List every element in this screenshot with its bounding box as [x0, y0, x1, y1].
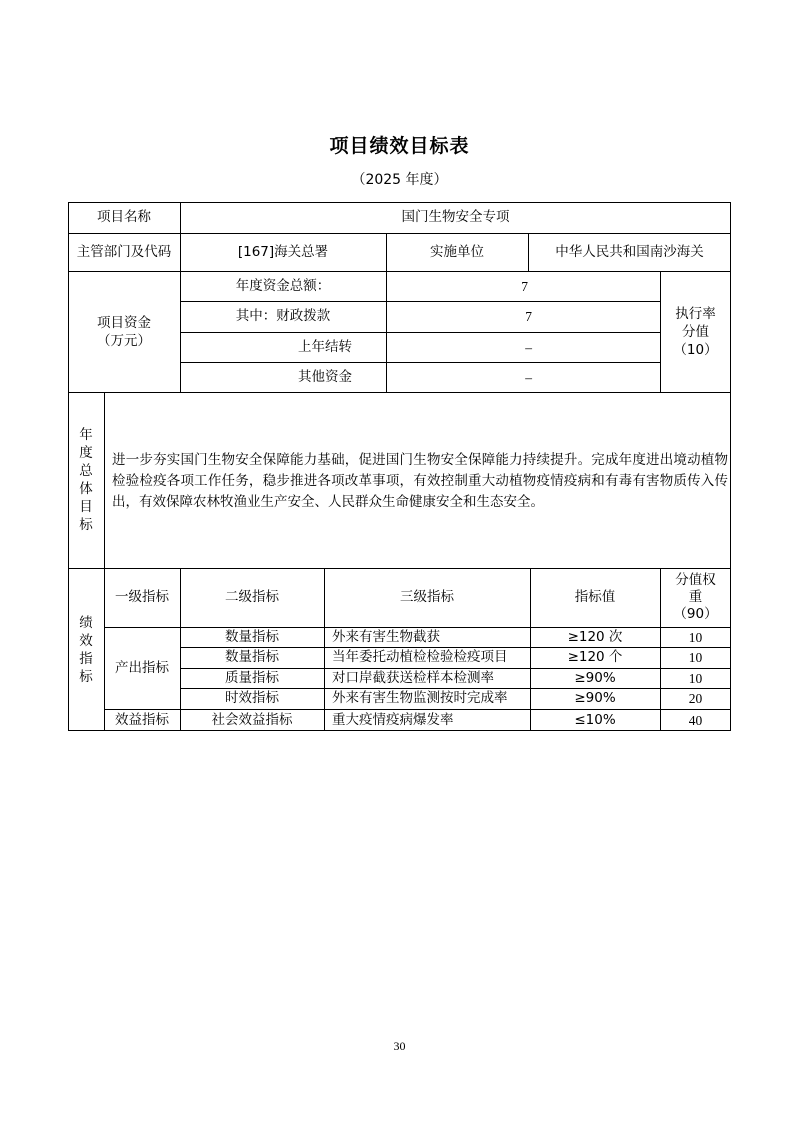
- row-value: ≥120 个: [567, 649, 623, 665]
- funds-fiscal-value: 7: [525, 309, 532, 324]
- dept-value: [167]海关总署: [237, 243, 329, 260]
- execution-score-line1: 执行率: [675, 305, 716, 322]
- funds-fiscal-label: 其中：财政拨款: [235, 308, 331, 324]
- document-subtitle: （2025 年度）: [351, 172, 448, 188]
- document-title: 项目绩效目标表: [329, 135, 470, 157]
- funds-label-line2: （万元）: [97, 332, 151, 349]
- row-weight: 10: [688, 670, 703, 686]
- dept-label: 主管部门及代码: [76, 243, 172, 260]
- output-indicator-label: 产出指标: [115, 659, 169, 676]
- header-weight-line2: 重: [688, 589, 703, 605]
- funds-total-label: 年度资金总额：: [235, 277, 331, 294]
- header-weight-line3: （90）: [673, 606, 718, 622]
- annual-goal-text: 进一步夯实国门生物安全保障能力基础，促进国门生物安全保障能力持续提升。完成年度进出境动植物检验检疫各项工作任务，稳步推进各项改革事项，有效控制重大动植物疫情疫病和有毒有害物质传入传出，有效保障农林牧渔业生产安全、人民群众生命健康安全和生态安全。: [112, 452, 728, 510]
- unit-value: 中华人民共和国南沙海关: [555, 243, 704, 260]
- header-value: 指标值: [574, 589, 616, 605]
- funds-label-line1: 项目资金: [97, 314, 151, 331]
- project-name-value: 国门生物安全专项: [401, 209, 510, 225]
- execution-score-line3: （10）: [673, 341, 718, 358]
- row-level2: 质量指标: [225, 669, 279, 686]
- row-level2: 数量指标: [225, 649, 279, 665]
- goal-label-char: 年: [79, 427, 93, 443]
- row-level3: 对口岸截获送检样本检测率: [332, 669, 494, 686]
- row-level3: 外来有害生物监测按时完成率: [332, 690, 508, 706]
- row-weight: 20: [688, 691, 703, 706]
- benefit-indicator-label: 效益指标: [115, 711, 169, 728]
- row-weight: 40: [688, 712, 703, 728]
- header-level2: 二级指标: [225, 589, 279, 605]
- row-level2: 时效指标: [225, 690, 279, 706]
- header-level3: 三级指标: [400, 589, 454, 605]
- row-weight: 10: [688, 629, 703, 645]
- row-weight: 10: [688, 650, 703, 665]
- funds-label: [68, 271, 180, 392]
- header-level1: 一级指标: [115, 589, 169, 605]
- goal-label-char: 标: [79, 517, 93, 533]
- indicators-label-char: 标: [79, 668, 93, 685]
- row-value: ≥120 次: [567, 628, 623, 645]
- funds-other-value: –: [525, 369, 532, 385]
- performance-indicators-label: [68, 568, 104, 731]
- header-weight-line1: 分值权: [675, 572, 716, 588]
- funds-total-value: 7: [521, 278, 528, 294]
- unit-label: 实施单位: [430, 243, 484, 260]
- execution-score-label: [660, 271, 731, 392]
- project-name-label: 项目名称: [97, 209, 151, 225]
- indicators-label-char: 效: [79, 632, 93, 649]
- indicators-label-char: 指: [79, 650, 93, 667]
- row-level3: 外来有害生物截获: [332, 628, 440, 645]
- row-value: ≥90%: [574, 669, 616, 686]
- funds-carryover-label: 上年结转: [298, 338, 352, 355]
- header-weight: [660, 568, 731, 627]
- row-value: ≥90%: [574, 690, 616, 706]
- funds-other-label: 其他资金: [298, 368, 352, 385]
- goal-label-char: 总: [79, 463, 93, 479]
- annual-goal-label: [68, 392, 104, 568]
- page-number: 30: [393, 1039, 406, 1053]
- funds-carryover-value: –: [525, 339, 532, 355]
- row-value: ≤10%: [574, 711, 616, 728]
- row-level3: 重大疫情疫病爆发率: [332, 711, 454, 728]
- indicators-label-char: 绩: [79, 614, 93, 631]
- goal-label-char: 目: [79, 499, 93, 515]
- row-level3: 当年委托动植检检验检疫项目: [332, 649, 508, 665]
- goal-label-char: 体: [79, 481, 93, 497]
- row-level2: 数量指标: [225, 628, 279, 645]
- row-level2: 社会效益指标: [211, 711, 293, 728]
- execution-score-line2: 分值: [682, 323, 709, 340]
- goal-label-char: 度: [79, 445, 93, 461]
